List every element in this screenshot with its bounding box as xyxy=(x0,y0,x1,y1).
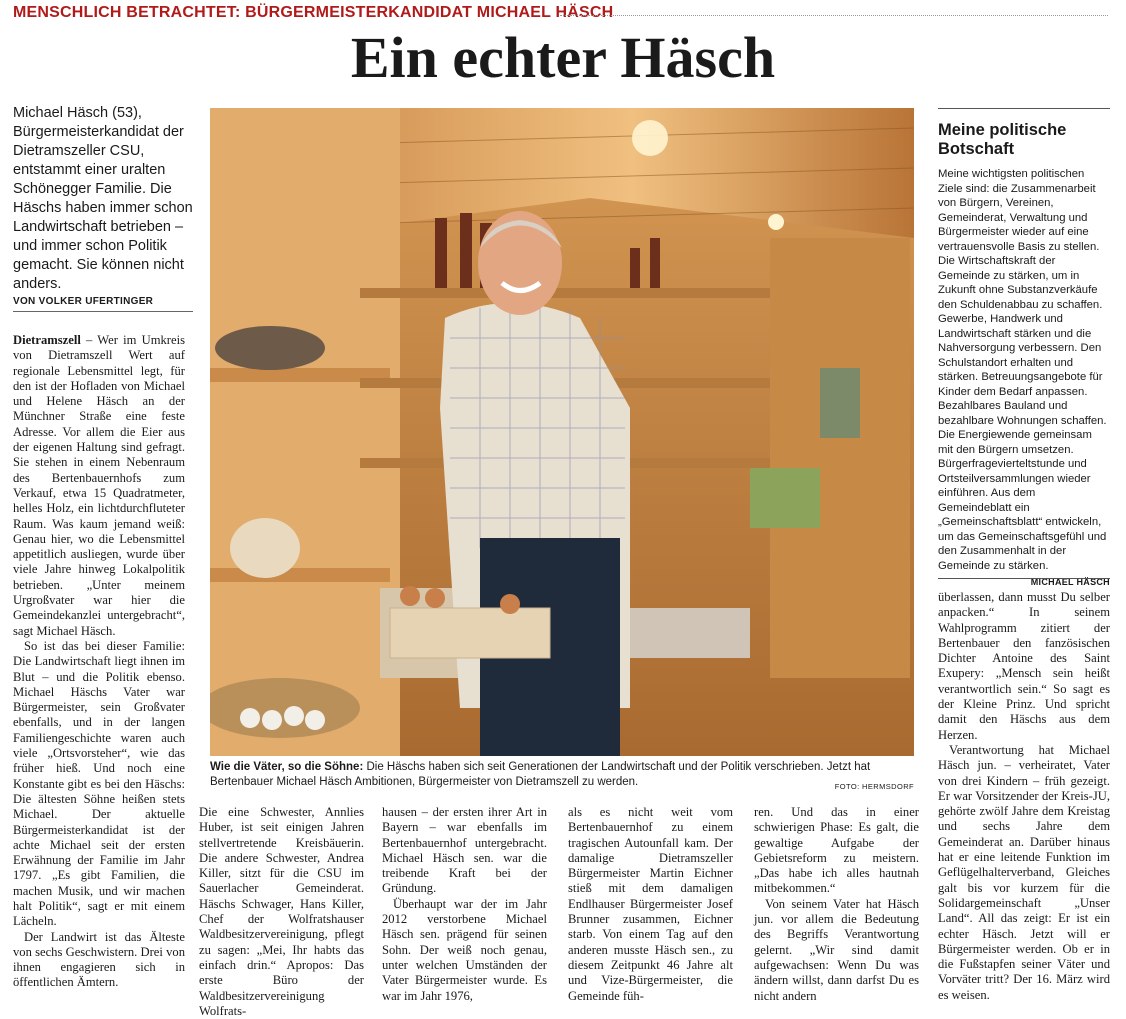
article-paragraph: Überhaupt war der im Jahr 2012 verstorbene Michael Häsch sen. prägend für seinen Sohn. Der weiß noch genau, unter welchen Umständen der Vater Bürgermeister wurde. Es war im Jahr 1976, xyxy=(382,896,547,1003)
article-paragraph: hausen – der ersten ihrer Art in Bayern – war ebenfalls im Bertenbauernhof untergebracht. Michael Häsch sen. war die treibende Kraft bei der Gründung. xyxy=(382,805,547,896)
photo-caption xyxy=(210,760,914,794)
photo-credit: FOTO: HERMSDORF xyxy=(834,782,914,791)
sidebar-title: Meine politische Botschaft xyxy=(938,121,1067,158)
article-paragraph: Dietramszell – Wer im Umkreis von Dietramszell Wert auf regionale Lebensmittel legt, für den ist der Hofladen von Michael und Helene Häsch an der Münchner Straße eine feste Adresse. Vor allem die Eier aus der eigenen Haltung sind gefragt. Sie stehen in einem Nebenraum des Bertenbauernhofs zum Verkauf, etwa 15 Quadratmeter, helles Holz, ein lichtdurchfluteter Raum. Was kaum jemand weiß: Genau hier, wo die Lebensmittel appetitlich ausliegen, wurde über viele Jahre hinweg Lokalpolitik betrieben. „Unter meinem Urgroßvater war hier die Gemeindekanzlei untergebracht“, sagt Michael Häsch. xyxy=(13,333,185,638)
article-column-5 xyxy=(754,805,919,1004)
article-column-6 xyxy=(938,590,1110,1003)
article-paragraph: Die eine Schwester, Annlies Huber, ist seit einigen Jahren stellvertretende Kreisbäuerin. Die andere Schwester, Andrea Killer, sitzt für die CSU im Sauerlacher Gemeinderat. Häschs Schwager, Hans Killer, Chef der Wolfratshauser Waldbesitzervereinigung, pflegt zu sagen: „Mei, Ihr habts das einfach drin.“ Apropos: Das erste Büro der Waldbesitzervereinigung Wolfrats- xyxy=(199,805,364,1018)
article-paragraph: So ist das bei dieser Familie: Die Landwirtschaft liegt ihnen im Blut – und die Politik ebenso. Michael Häschs Vater war Bürgermeister, sein Großvater ebenfalls, und in der langen Familiengeschichte waren auch viele „Ortsvorsteher“, wie das früher hieß. Und noch eine Konstante gibt es bei den Häschs: Die ältesten Söhne heißen stets Michael. Der aktuelle Bürgermeisterkandidat ist der achte Michael seit der ersten Erwähnung der Familie im Jahr 1797. „Es gibt Familien, die machen Musik, und wir machen halt Politik“, sagt er mit einem Lächeln. xyxy=(13,638,185,929)
article-column-4 xyxy=(568,805,733,1004)
sidebar-box xyxy=(938,108,1110,590)
article-column-1 xyxy=(13,333,185,991)
article-paragraph: Der Landwirt ist das Älteste von sechs Geschwistern. Drei von ihnen engagieren sich in öffentlichen Ämtern. xyxy=(13,929,185,990)
article-paragraph: Verantwortung hat Michael Häsch jun. – verheiratet, Vater von drei Kindern – früh gezeigt. Er war Vorsitzender der Kreis-JU, gehörte zwölf Jahre dem Kreistag und sechs Jahre dem Gemeinderat an. Darüber hinaus hat er eine leitende Funktion im Geflügelhalterverband, Gleiches galt bis vor kurzem für die Solidargemeinschaft „Unser Land“. All das zeigt: Er ist ein echter Häsch. Jetzt will er Bürgermeister werden. Ob er in die Fußstapfen seiner Väter und Vorväter tritt? Der 16. März wird es weisen. xyxy=(938,742,1110,1002)
sidebar-body: Meine wichtigsten politischen Ziele sind: die Zusammenarbeit von Bürgern, Vereinen, Gemeinderat, Verwaltung und Bürgermeister wieder auf eine vertrauensvolle Basis zu stellen. Die Wirtschaftskraft der Gemeinde zu stärken, um in Zukunft ohne Substanzverkäufe den Schuldenabbau zu schaffen. Gewerbe, Handwerk und Landwirtschaft stärken und die Nahversorgung verbessern. Den Schulstandort erhalten und stärken. Betreuungsangebote für Kinder dem Bedarf anpassen. Bezahlbares Bauland und bezahlbare Wohnungen schaffen. Die Energiewende gemeinsam mit den Bürgern umsetzen. Bürgerfragevierteltstunde und Ortsteilversammlungen wieder einführen. Aus dem Gemeindeblatt ein „Gemeinschaftsblatt“ entwickeln, um das Gemeinschaftsgefühl und den Zusammenhalt in der Gemeinde zu stärken. MICHAEL HÄSCH xyxy=(938,167,1110,573)
photo-farm-shop xyxy=(210,108,914,756)
byline: VON VOLKER UFERTINGER xyxy=(13,296,193,312)
kicker-rule xyxy=(560,15,1108,16)
article-paragraph: Von seinem Vater hat Häsch jun. vor allem die Bedeutung des Begriffs Verantwortung gelernt. „Wir sind damit aufgewachsen: Wenn Du was ändern willst, dann darfst Du es nicht andern xyxy=(754,896,919,1003)
caption-text: Die Häschs haben sich seit Generationen der Landwirtschaft und der Politik verschrieben. Jetzt hat Bertenbauer Michael Häsch Ambitionen, Bürgermeister von Dietramszell zu werden. xyxy=(210,761,871,788)
article-paragraph: ren. Und das in einer schwierigen Phase: Es galt, die gewaltige Aufgabe der Gebietsreform zu meistern. „Das habe ich alles hautnah mitbekommen.“ xyxy=(754,805,919,896)
lead-paragraph: Michael Häsch (53), Bürgermeisterkandidat der Dietramszeller CSU, entstammt einer uralten Schönegger Familie. Die Häschs haben immer schon Landwirtschaft betrieben – und immer schon Politik gemacht. Sie können nicht anders. xyxy=(13,105,193,292)
photo-illustration xyxy=(210,108,914,756)
article-column-2 xyxy=(199,805,364,1019)
kicker: MENSCHLICH BETRACHTET: BÜRGERMEISTERKANDIDAT MICHAEL HÄSCH xyxy=(13,4,614,21)
article-column-3 xyxy=(382,805,547,1004)
sidebar-rule xyxy=(938,578,1110,579)
dateline: Dietramszell xyxy=(13,333,81,347)
article-paragraph: überlassen, dann musst Du selber anpacken.“ In seinem Wahlprogramm zitiert der Bertenbauer den fanzösischen Dichter Antoine des Saint Exupery: „Mensch sein heißt verantwortlich sein.“ So sagt es der Kleine Prinz. Und spricht damit den Häschs aus dem Herzen. xyxy=(938,590,1110,742)
sidebar-signature: MICHAEL HÄSCH xyxy=(1030,577,1110,587)
headline: Ein echter Häsch xyxy=(350,25,776,90)
caption-lead: Wie die Väter, so die Söhne: xyxy=(210,761,364,773)
article-paragraph: als es nicht weit vom Bertenbauernhof zu einem tragischen Autounfall kam. Der damalige Dietramszeller Bürgermeister Martin Eichner stieß mit dem damaligen Endlhauser Bürgermeister Josef Brunner zusammen, Eichner starb. Von einem Tag auf den anderen musste Häsch sen., zu diesem Zeitpunkt 46 Jahre alt und Vize-Bürgermeister, die Gemeinde füh- xyxy=(568,805,733,1003)
